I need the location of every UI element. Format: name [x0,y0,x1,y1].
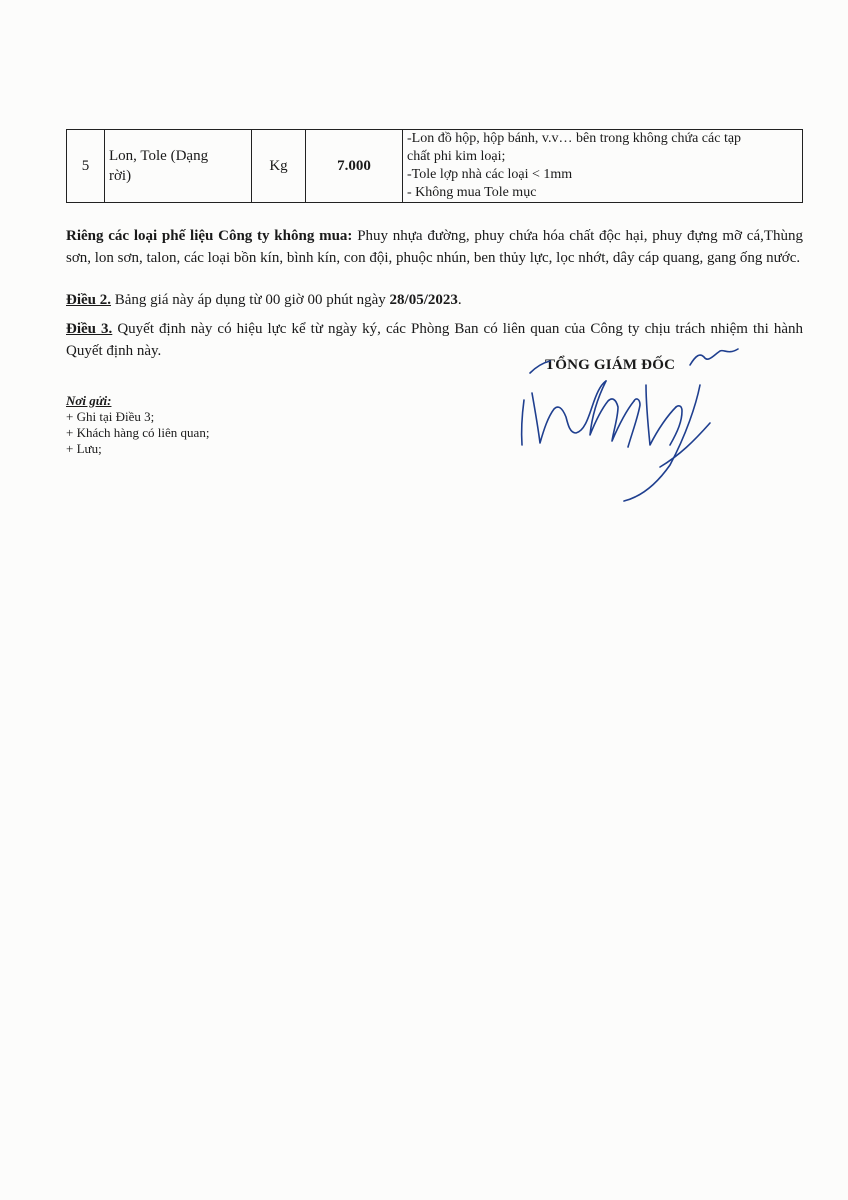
article-2-text: Bảng giá này áp dụng từ 00 giờ 00 phút ngày [111,292,390,308]
recipient-item: + Khách hàng có liên quan; [66,425,210,440]
effective-date: 28/05/2023 [389,292,458,308]
note-line: chất phi kim loại; [407,149,506,164]
item-price: 7.000 [306,130,403,203]
article-2-label: Điều 2. [66,292,111,308]
excluded-items-text: Phuy nhựa đường, phuy chứa hóa chất độc hại, phuy đựng mỡ cá,Thùng sơn, lon sơn, talon, các loại bồn kín, bình kín, con đội, phuộc nhún, ben thủy lực, lọc nhớt, dây cáp quang, gang ống nước. [66,228,804,266]
note-line: -Lon đồ hộp, hộp bánh, v.v… bên trong không chứa các tạp [407,131,742,146]
article-3-label: Điều 3. [66,321,113,337]
note-line: -Tole lợp nhà các loại < 1mm [407,167,573,182]
handwritten-signature [510,345,750,510]
recipients-block [66,393,209,457]
recipients-heading: Nơi gửi: [66,393,112,408]
excluded-items-paragraph [66,225,803,269]
item-name-line: rời) [109,168,132,184]
item-name-line: Lon, Tole (Dạng [109,148,209,164]
recipient-item: + Lưu; [66,441,102,456]
item-unit: Kg [252,130,306,203]
recipient-item: + Ghi tại Điều 3; [66,409,155,424]
item-name [105,130,252,203]
price-table [66,129,803,203]
table-row [67,130,803,203]
article-2 [66,289,803,311]
row-number: 5 [67,130,105,203]
item-notes [403,130,803,203]
signer-title: TỔNG GIÁM ĐỐC [545,357,676,373]
note-line: - Không mua Tole mục [407,185,537,200]
excluded-items-label: Riêng các loại phế liệu Công ty không mua: [66,228,353,244]
article-2-end: . [457,292,462,308]
article-3-text: Quyết định này có hiệu lực kể từ ngày ký, các Phòng Ban có liên quan của Công ty chịu trách nhiệm thi hành Quyết định này. [66,321,803,359]
